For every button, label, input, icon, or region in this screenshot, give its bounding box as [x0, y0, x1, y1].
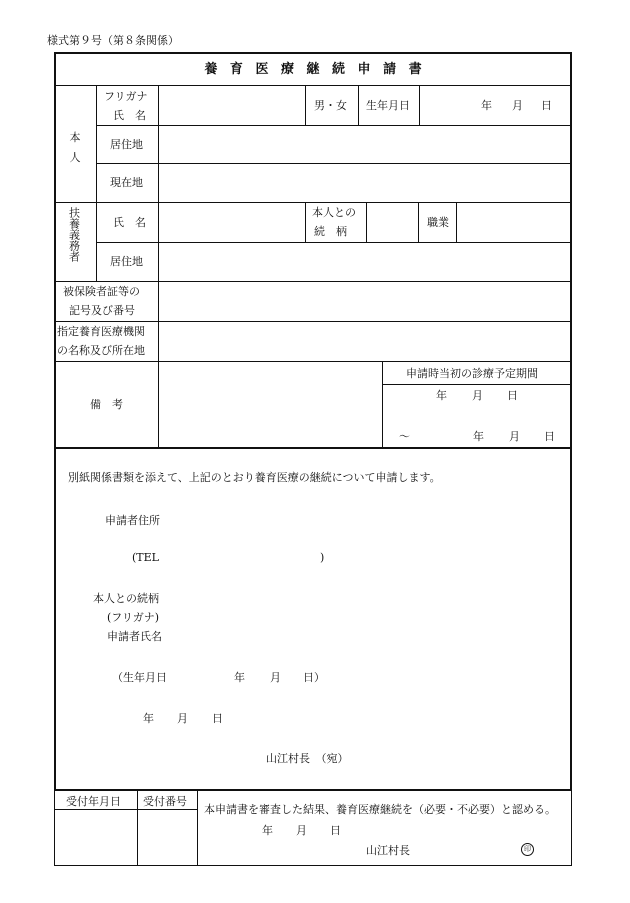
insurance-label-line2: 記号及び番号	[69, 304, 135, 317]
patient-group-label: 本人	[69, 131, 81, 164]
period-start-year-unit: 年	[436, 389, 447, 402]
insurance-label-line1: 被保険者証等の	[63, 285, 140, 298]
period-start-month-unit: 月	[472, 389, 483, 402]
guardian-residence-field[interactable]	[159, 243, 569, 280]
patient-current-address-label: 現在地	[110, 176, 143, 189]
applicant-birth-year-unit: 年	[234, 671, 245, 684]
guardian-group-label: 扶養義務者	[67, 207, 81, 262]
remarks-label: 備 考	[90, 398, 123, 411]
addressee: 山江村長 （宛）	[266, 752, 349, 765]
guardian-name-field[interactable]	[159, 203, 304, 241]
patient-name-field[interactable]	[159, 86, 304, 124]
applicant-birth-day-unit: 日）	[303, 671, 325, 684]
institution-label-line1: 指定養育医療機関	[57, 325, 145, 338]
received-date-label: 受付年月日	[66, 795, 121, 808]
furigana-paren-label: (フリガナ)	[107, 611, 160, 624]
relation-to-patient-label: 本人との続柄	[93, 592, 159, 605]
period-end-year-unit: 年	[473, 430, 484, 443]
period-end-month-unit: 月	[509, 430, 520, 443]
institution-field[interactable]	[159, 322, 569, 360]
occupation-field[interactable]	[457, 203, 569, 241]
applicant-birthdate-label: （生年月日	[112, 671, 167, 684]
gender-selector[interactable]: 男・女	[314, 99, 347, 112]
applicant-name-label: 申請者氏名	[107, 630, 162, 643]
form-title: 養 育 医 療 継 続 申 請 書	[204, 62, 426, 77]
guardian-name-label: 氏 名	[113, 216, 146, 229]
applicant-address-field[interactable]	[170, 508, 560, 528]
patient-current-address-field[interactable]	[159, 164, 569, 201]
period-tilde: ～	[399, 430, 410, 443]
insurance-number-field[interactable]	[159, 282, 569, 320]
patient-residence-label: 居住地	[110, 138, 143, 151]
statement-text: 別紙関係書類を添えて、上記のとおり養育医療の継続について申請します。	[68, 471, 441, 484]
treatment-period-label: 申請時当初の診療予定期間	[406, 367, 538, 380]
date-day-unit: 日	[212, 712, 223, 725]
remarks-field[interactable]	[159, 362, 381, 446]
date-month-unit: 月	[177, 712, 188, 725]
birth-year-unit: 年	[481, 99, 492, 112]
guardian-residence-label: 居住地	[110, 255, 143, 268]
tel-close-paren: )	[320, 551, 325, 564]
tel-open-label: (TEL	[132, 551, 159, 564]
patient-residence-field[interactable]	[159, 126, 569, 162]
institution-label-line2: の名称及び所在地	[57, 344, 145, 357]
decision-mayor: 山江村長	[366, 844, 410, 857]
birthdate-label: 生年月日	[366, 99, 410, 112]
relation-field[interactable]	[367, 203, 417, 241]
decision-year-unit: 年	[262, 824, 273, 837]
date-year-unit: 年	[143, 712, 154, 725]
decision-day-unit: 日	[330, 824, 341, 837]
patient-name-label: 氏 名	[113, 109, 146, 122]
relation-label-line1: 本人との	[312, 206, 356, 219]
received-date-field[interactable]	[55, 810, 136, 864]
period-start-day-unit: 日	[507, 389, 518, 402]
birth-day-unit: 日	[541, 99, 552, 112]
tel-field[interactable]	[168, 546, 318, 566]
decision-text: 本申請書を審査した結果、養育医療継続を（必要・不必要）と認める。	[204, 803, 556, 816]
received-number-label: 受付番号	[143, 795, 187, 808]
form-reference: 様式第９号（第８条関係）	[47, 34, 179, 47]
relation-label-line2: 続 柄	[314, 225, 347, 238]
received-number-field[interactable]	[138, 810, 196, 864]
occupation-label: 職業	[427, 216, 449, 229]
applicant-birth-month-unit: 月	[270, 671, 281, 684]
decision-month-unit: 月	[296, 824, 307, 837]
seal-mark: 印	[521, 843, 534, 856]
birth-month-unit: 月	[512, 99, 523, 112]
furigana-label: フリガナ	[104, 90, 148, 103]
period-end-day-unit: 日	[544, 430, 555, 443]
applicant-address-label: 申請者住所	[105, 514, 160, 527]
applicant-name-field[interactable]	[170, 625, 560, 645]
